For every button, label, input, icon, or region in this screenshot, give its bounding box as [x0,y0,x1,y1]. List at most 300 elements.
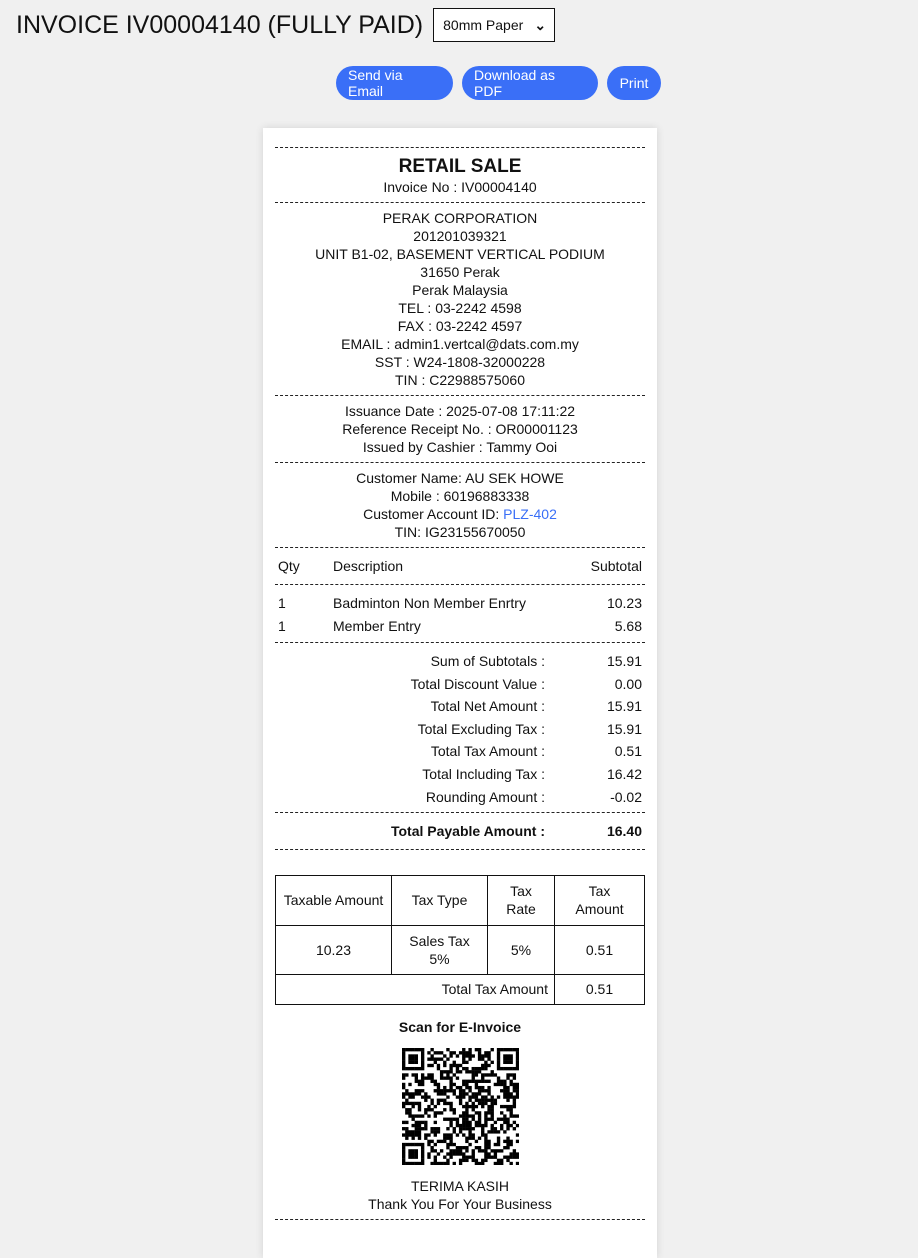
qr-module [465,1070,468,1073]
qr-module [468,1130,471,1133]
qr-module [439,1057,442,1060]
qr-module [506,1098,509,1101]
qr-module [430,1098,433,1101]
qr-module [408,1155,411,1158]
qr-module [436,1083,439,1086]
qr-module [449,1120,452,1123]
qr-module [468,1120,471,1123]
qr-module [455,1064,458,1067]
qr-module [420,1120,423,1123]
qr-module [515,1092,518,1095]
qr-module [420,1162,423,1165]
qr-module [408,1114,411,1117]
qr-module [405,1102,408,1105]
qr-module [462,1057,465,1060]
qr-module [484,1120,487,1123]
item-subtotal: 5.68 [614,618,642,634]
qr-module [465,1051,468,1054]
qr-module [402,1086,405,1089]
qr-module [417,1079,420,1082]
qr-module [420,1146,423,1149]
qr-module [474,1105,477,1108]
qr-module [462,1155,465,1158]
item-row [275,615,645,638]
qr-module [468,1133,471,1136]
qr-module [455,1120,458,1123]
qr-module [484,1102,487,1105]
qr-module [427,1152,430,1155]
summary-row [275,740,645,763]
qr-module [487,1086,490,1089]
qr-module [515,1067,518,1070]
qr-module [436,1089,439,1092]
qr-module [420,1158,423,1161]
qr-module [411,1117,414,1120]
company-info [275,203,645,395]
qr-module [405,1111,408,1114]
qr-module [512,1086,515,1089]
qr-module [506,1143,509,1146]
qr-module [493,1127,496,1130]
qr-module [493,1120,496,1123]
qr-module [481,1086,484,1089]
qr-module [484,1158,487,1161]
qr-module [509,1111,512,1114]
paper-size-select[interactable] [433,8,555,42]
qr-module [471,1136,474,1139]
qr-module [471,1054,474,1057]
info-line: TIN : C22988575060 [395,372,525,388]
qr-module [487,1054,490,1057]
qr-module [496,1158,499,1161]
qr-module [408,1060,411,1063]
qr-module [408,1108,411,1111]
qr-module [411,1095,414,1098]
qr-module [433,1114,436,1117]
summary-value: -0.02 [610,788,642,805]
qr-module [427,1095,430,1098]
qr-module [512,1102,515,1105]
qr-module [515,1162,518,1165]
qr-module [449,1102,452,1105]
summary-row [275,763,645,786]
qr-module [496,1095,499,1098]
qr-module [471,1152,474,1155]
qr-module [468,1054,471,1057]
qr-module [512,1048,515,1051]
qr-module [443,1108,446,1111]
qr-module [506,1076,509,1079]
qr-module [443,1070,446,1073]
qr-module [455,1133,458,1136]
qr-module [484,1098,487,1101]
customer-account-link[interactable]: PLZ-402 [503,506,557,522]
qr-module [449,1070,452,1073]
qr-module [462,1095,465,1098]
qr-module [477,1086,480,1089]
qr-module [490,1114,493,1117]
customer-info [275,463,645,547]
qr-module [465,1136,468,1139]
qr-module [465,1083,468,1086]
qr-module [512,1089,515,1092]
items-list [275,585,645,642]
qr-module [490,1149,493,1152]
qr-module [443,1060,446,1063]
qr-module [481,1079,484,1082]
qr-module [465,1158,468,1161]
qr-module [481,1124,484,1127]
qr-module [490,1073,493,1076]
qr-module [477,1136,480,1139]
qr-module [512,1127,515,1130]
qr-module [446,1095,449,1098]
qr-module [515,1124,518,1127]
qr-module [468,1057,471,1060]
qr-module [405,1073,408,1076]
qr-module [462,1111,465,1114]
qr-module [436,1102,439,1105]
qr-module [471,1117,474,1120]
qr-module [439,1139,442,1142]
qr-module [484,1051,487,1054]
tax-cell: 0.51 [555,925,645,974]
qr-module [471,1114,474,1117]
qr-module [509,1124,512,1127]
qr-module [402,1133,405,1136]
qr-module [471,1095,474,1098]
qr-module [481,1067,484,1070]
qr-module [402,1067,405,1070]
qr-module [503,1095,506,1098]
qr-module [414,1143,417,1146]
qr-module [427,1108,430,1111]
qr-module [465,1114,468,1117]
qr-module [500,1079,503,1082]
receipt [263,128,657,1258]
qr-module [408,1143,411,1146]
qr-module [465,1060,468,1063]
qr-module [468,1105,471,1108]
qr-module [427,1143,430,1146]
qr-module [500,1127,503,1130]
qr-module [443,1162,446,1165]
qr-module [481,1095,484,1098]
qr-module [427,1114,430,1117]
qr-module [496,1117,499,1120]
qr-module [402,1120,405,1123]
qr-module [462,1127,465,1130]
qr-module [506,1092,509,1095]
qr-module [484,1095,487,1098]
qr-module [411,1060,414,1063]
qr-module [490,1060,493,1063]
qr-module [458,1092,461,1095]
qr-module [503,1054,506,1057]
qr-module [408,1092,411,1095]
qr-module [452,1143,455,1146]
qr-module [402,1102,405,1105]
qr-module [420,1060,423,1063]
qr-module [455,1117,458,1120]
qr-module [462,1114,465,1117]
qr-module [414,1152,417,1155]
summary-label: Total Tax Amount : [430,743,545,760]
qr-module [503,1146,506,1149]
qr-module [446,1162,449,1165]
qr-module [462,1124,465,1127]
chevron-down-icon: ⌄ [534,17,547,33]
qr-module [449,1117,452,1120]
qr-module [449,1086,452,1089]
qr-module [449,1139,452,1142]
qr-module [408,1102,411,1105]
qr-module [512,1095,515,1098]
qr-module [446,1089,449,1092]
qr-module [458,1102,461,1105]
qr-module [452,1149,455,1152]
qr-module [493,1155,496,1158]
qr-module [484,1073,487,1076]
qr-module [455,1070,458,1073]
qr-module [503,1067,506,1070]
qr-module [433,1060,436,1063]
send-email-button[interactable]: Send via Email [336,66,453,100]
qr-module [458,1130,461,1133]
qr-module [449,1054,452,1057]
info-line: PERAK CORPORATION [382,210,538,226]
qr-module [408,1162,411,1165]
qr-module [487,1051,490,1054]
qr-module [420,1073,423,1076]
qr-module [500,1048,503,1051]
qr-module [506,1146,509,1149]
qr-module [481,1064,484,1067]
qr-module [452,1117,455,1120]
qr-module [411,1149,414,1152]
qr-module [439,1162,442,1165]
qr-module [474,1111,477,1114]
qr-module [474,1095,477,1098]
qr-module [484,1139,487,1142]
qr-module [512,1149,515,1152]
qr-module [509,1060,512,1063]
qr-module [509,1095,512,1098]
qr-module [512,1098,515,1101]
qr-module [474,1083,477,1086]
qr-module [405,1133,408,1136]
tax-header: Tax Type [392,875,488,925]
qr-module [490,1070,493,1073]
qr-module [500,1089,503,1092]
qr-module [417,1092,420,1095]
qr-module [506,1139,509,1142]
qr-module [452,1083,455,1086]
qr-module [515,1152,518,1155]
qr-module [446,1076,449,1079]
qr-module [462,1079,465,1082]
qr-module [471,1070,474,1073]
qr-module [500,1083,503,1086]
qr-module [458,1064,461,1067]
qr-module [477,1070,480,1073]
qr-module [465,1079,468,1082]
qr-module [481,1076,484,1079]
qr-module [477,1111,480,1114]
qr-module [405,1089,408,1092]
qr-module [414,1060,417,1063]
qr-module [465,1111,468,1114]
qr-module [427,1139,430,1142]
qr-module [474,1067,477,1070]
qr-module [474,1079,477,1082]
qr-module [487,1111,490,1114]
qr-module [430,1054,433,1057]
qr-module [414,1054,417,1057]
qr-module [500,1162,503,1165]
qr-module [420,1067,423,1070]
qr-module [424,1133,427,1136]
qr-module [443,1092,446,1095]
qr-module [452,1130,455,1133]
qr-module [465,1146,468,1149]
info-line: Issued by Cashier : Tammy Ooi [362,439,558,455]
qr-module [420,1143,423,1146]
qr-module [436,1162,439,1165]
qr-module [402,1076,405,1079]
qr-module [408,1130,411,1133]
qr-module [468,1095,471,1098]
qr-module [493,1083,496,1086]
qr-module [402,1054,405,1057]
qr-module [496,1060,499,1063]
qr-module [436,1086,439,1089]
qr-module [487,1146,490,1149]
subtotal-header: Subtotal [590,558,642,574]
qr-module [474,1073,477,1076]
qr-module [417,1124,420,1127]
qr-module [430,1127,433,1130]
customer-name: Customer Name: AU SEK HOWE [356,470,564,486]
qr-module [402,1152,405,1155]
qr-module [424,1095,427,1098]
qr-module [402,1158,405,1161]
summary-value: 0.51 [614,743,642,760]
qr-module [452,1060,455,1063]
qr-module [496,1057,499,1060]
qr-module [452,1073,455,1076]
qr-module [449,1149,452,1152]
qr-module [484,1155,487,1158]
qr-module [420,1076,423,1079]
item-qty: 1 [278,618,286,634]
qr-module [449,1064,452,1067]
qr-module [405,1098,408,1101]
paper-size-value: 80mm Paper [443,17,524,33]
qr-module [430,1102,433,1105]
qr-module [433,1158,436,1161]
qr-module [408,1054,411,1057]
summary-label: Total Including Tax : [422,765,545,782]
download-pdf-button[interactable]: Download as PDF [462,66,598,100]
qr-module [414,1149,417,1152]
qr-module [465,1054,468,1057]
qr-module [402,1051,405,1054]
qr-module [512,1083,515,1086]
qr-module [462,1060,465,1063]
qr-module [414,1114,417,1117]
qr-module [402,1060,405,1063]
qr-module [481,1054,484,1057]
qr-module [455,1086,458,1089]
qr-module [515,1054,518,1057]
qr-module [477,1117,480,1120]
qr-module [481,1073,484,1076]
qr-module [496,1079,499,1082]
qr-module [509,1054,512,1057]
qr-module [487,1152,490,1155]
qr-module [458,1162,461,1165]
footer-line: TERIMA KASIH [410,1177,510,1194]
qr-module [477,1146,480,1149]
qr-module [500,1117,503,1120]
qr-module [411,1105,414,1108]
qr-module [465,1086,468,1089]
qr-module [465,1139,468,1142]
qr-module [506,1086,509,1089]
print-button[interactable]: Print [607,66,661,100]
qr-module [490,1108,493,1111]
qr-module [515,1051,518,1054]
qr-module [481,1098,484,1101]
summary-row [275,718,645,741]
qr-module [477,1051,480,1054]
qr-module [512,1120,515,1123]
qty-header: Qty [278,558,300,574]
qr-module [433,1079,436,1082]
qr-module [449,1143,452,1146]
qr-module [496,1139,499,1142]
qr-module [430,1162,433,1165]
qr-module [452,1064,455,1067]
qr-module [468,1155,471,1158]
qr-module [411,1152,414,1155]
qr-module [402,1057,405,1060]
qr-module [474,1158,477,1161]
qr-module [436,1130,439,1133]
qr-module [471,1155,474,1158]
qr-module [493,1130,496,1133]
qr-module [481,1102,484,1105]
qr-module [433,1057,436,1060]
qr-module [414,1073,417,1076]
qr-module [487,1073,490,1076]
qr-module [462,1089,465,1092]
divider [275,1219,645,1220]
qr-module [424,1098,427,1101]
page-title: INVOICE IV00004140 (FULLY PAID) [16,11,424,39]
info-line: FAX : 03-2242 4597 [397,318,523,334]
qr-module [414,1092,417,1095]
qr-module [484,1149,487,1152]
qr-module [430,1149,433,1152]
qr-module [515,1060,518,1063]
qr-module [465,1092,468,1095]
qr-module [405,1136,408,1139]
qr-module [433,1143,436,1146]
qr-module [452,1152,455,1155]
qr-module [490,1127,493,1130]
